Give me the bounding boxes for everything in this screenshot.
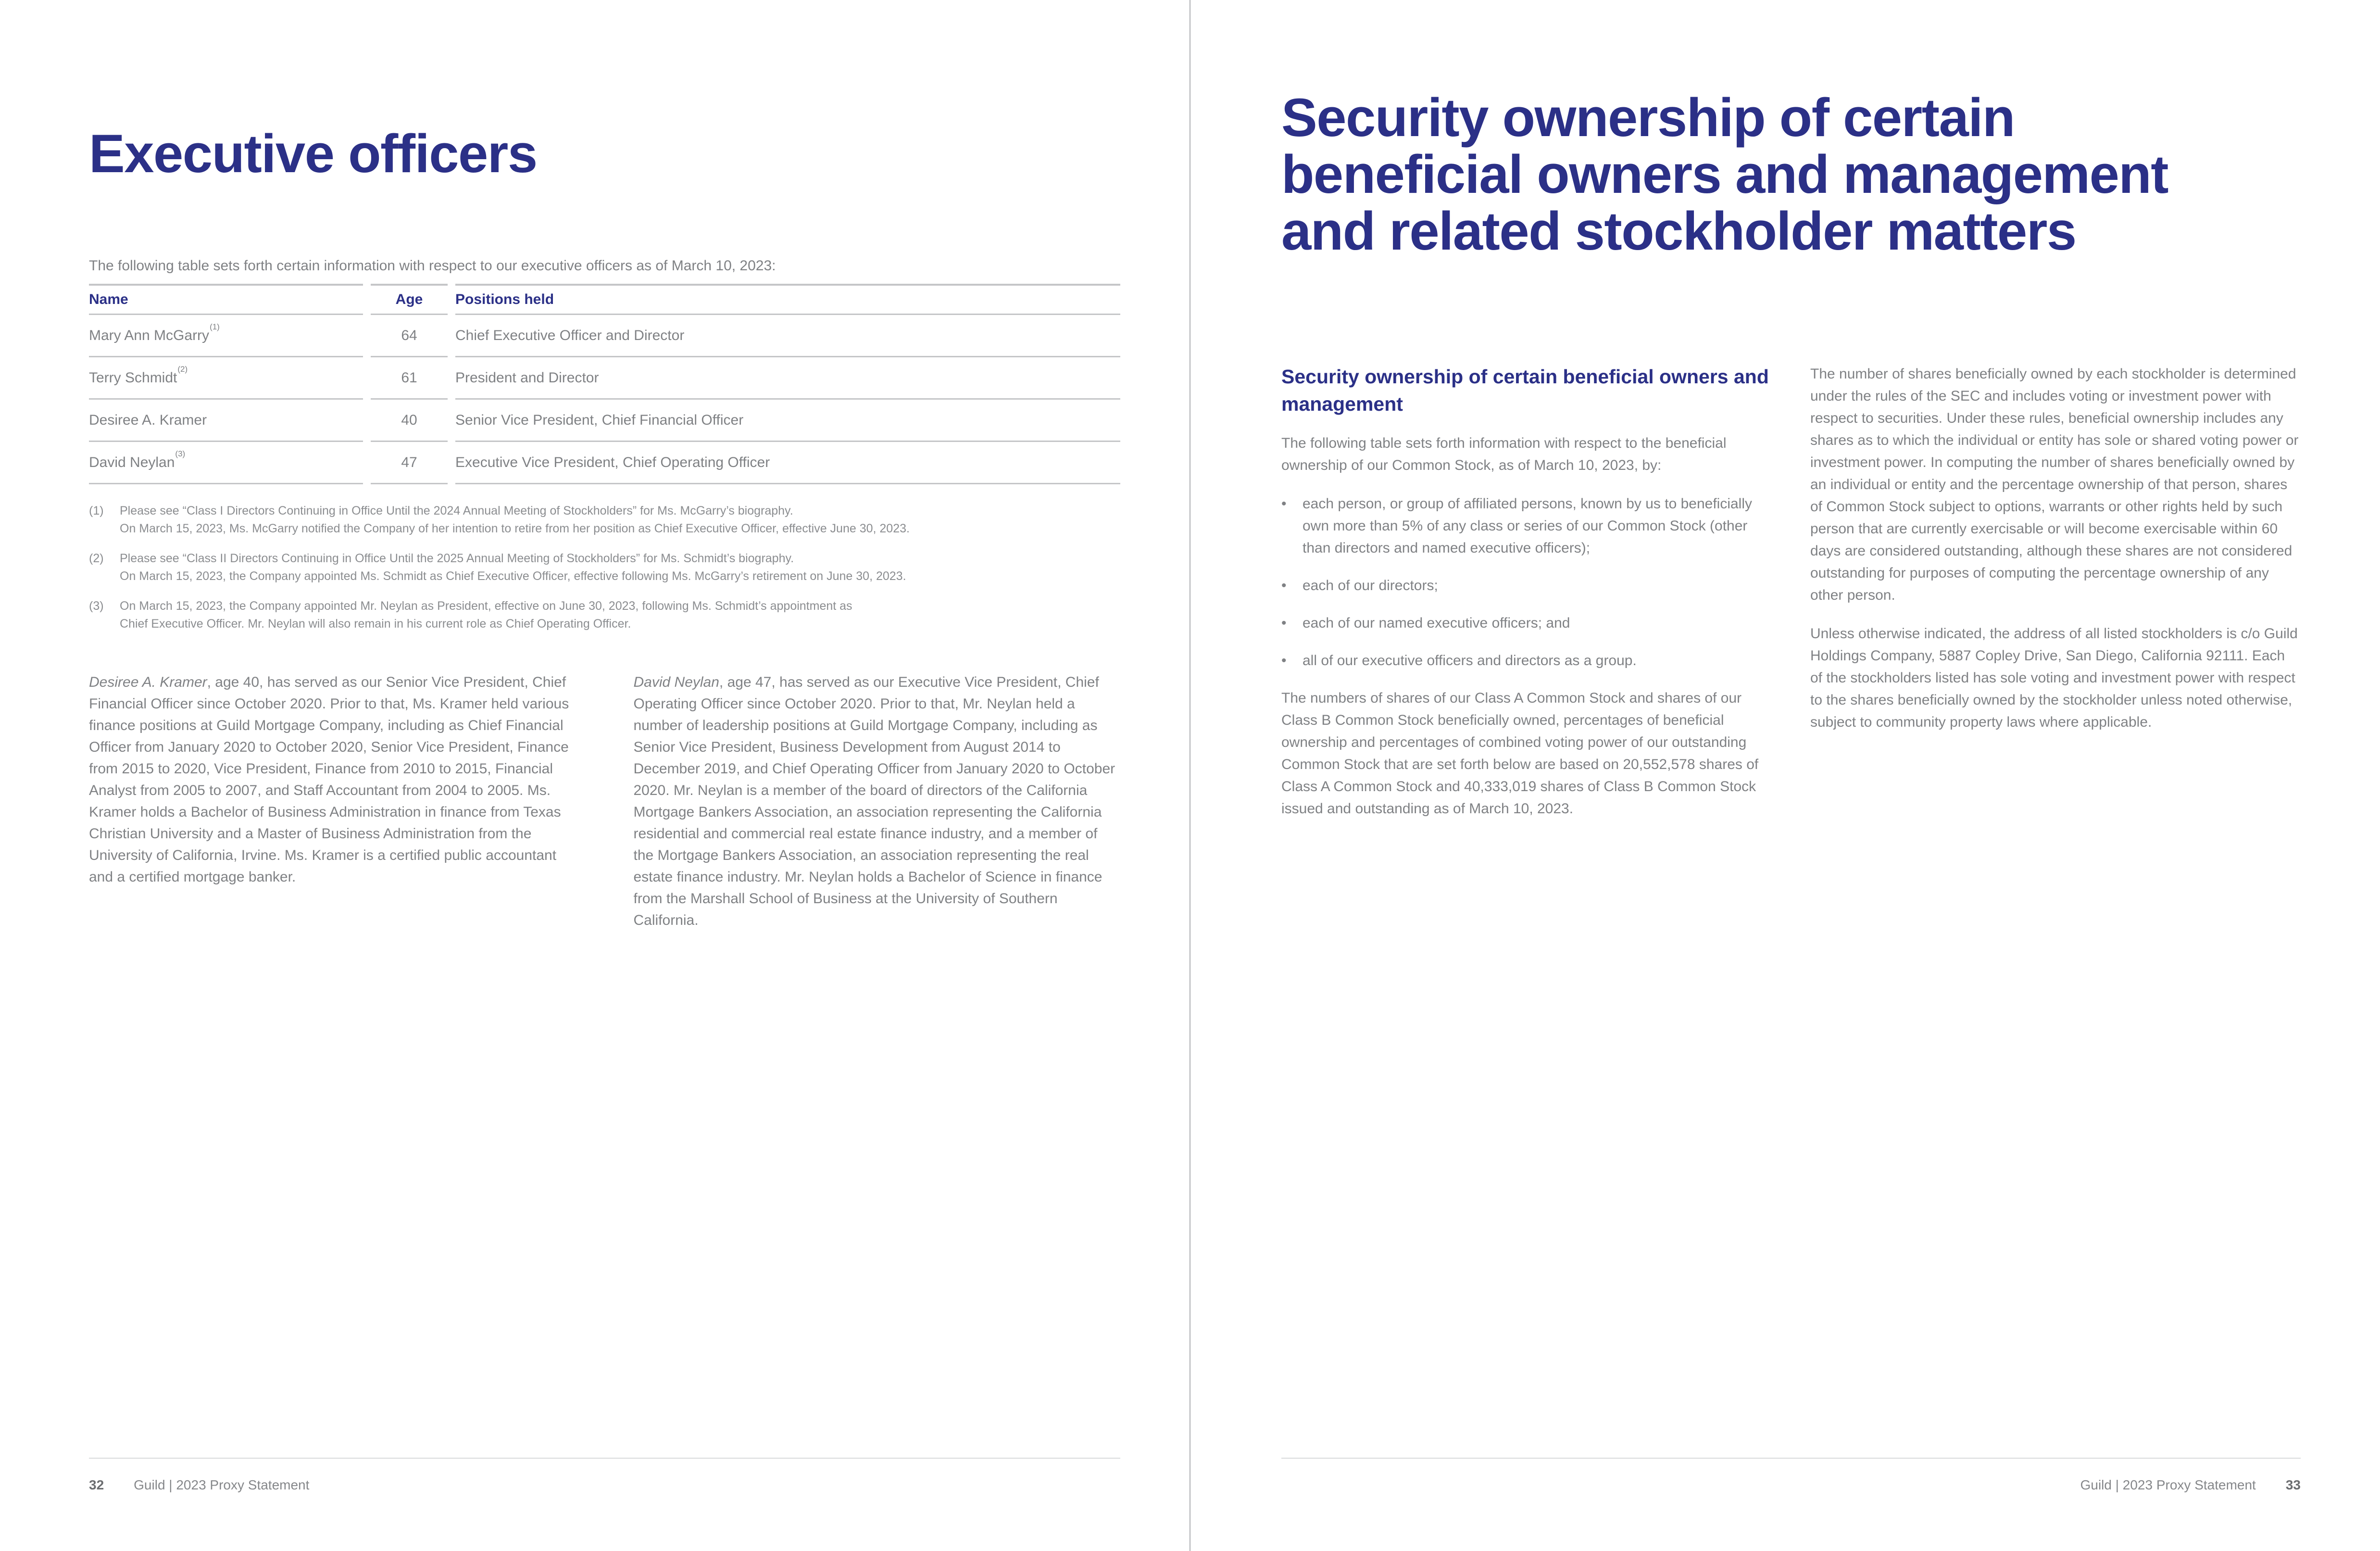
- footnote-text-line: On March 15, 2023, the Company appointed Ms. Schmidt as Chief Executive Officer, effective following Ms. McGarry’s retirement on June 30, 2023.: [120, 569, 906, 583]
- bullet-icon: •: [1281, 615, 1287, 631]
- table-row: [89, 442, 1120, 484]
- bullet-text: each person, or group of affiliated persons, known by us to beneficially own more than 5% of any class or series of our Common Stock (other than directors and named executive officers);: [1303, 496, 1753, 556]
- bullet-item-4: [1281, 650, 1772, 672]
- column-header-name: Name: [89, 284, 363, 315]
- officer-name: [89, 315, 363, 357]
- bullet-icon: •: [1281, 496, 1287, 512]
- col2-paragraph-2: Unless otherwise indicated, the address of all listed stockholders is c/o Guild Holdings Company, 5887 Copley Drive, San Diego, California 92111. Each of the stockholders listed has sole voting and investment power with respect to the shares beneficially owned by the stockholder unless noted otherwise, subject to community property laws where applicable.: [1810, 626, 2298, 730]
- title-line-1: Security ownership of certain: [1281, 88, 2015, 148]
- footnote-text-line: On March 15, 2023, Ms. McGarry notified the Company of her intention to retire from her position as Chief Executive Officer, effective June 30, 2023.: [120, 522, 910, 535]
- bio-name: David Neylan: [633, 674, 719, 690]
- table-row: [89, 400, 1120, 442]
- officer-age: 47: [371, 442, 448, 484]
- bullet-icon: •: [1281, 578, 1287, 593]
- footnote-3: [89, 597, 1127, 633]
- footer-divider: [89, 1458, 1120, 1459]
- footnote-text-line: Please see “Class II Directors Continuing in Office Until the 2025 Annual Meeting of Stockholders” for Ms. Schmidt’s biography.: [120, 552, 794, 565]
- officer-name-text: Desiree A. Kramer: [89, 412, 207, 428]
- table-header-row: [89, 284, 1120, 315]
- officer-position: Senior Vice President, Chief Financial Officer: [455, 400, 1120, 442]
- officer-name-text: Terry Schmidt: [89, 369, 177, 386]
- column-header-age: Age: [371, 284, 448, 315]
- footnote-1: [89, 502, 1127, 538]
- officer-position: Chief Executive Officer and Director: [455, 315, 1120, 357]
- bullet-icon: •: [1281, 653, 1287, 668]
- page-title-security-ownership: [1281, 89, 2168, 260]
- title-line-3: and related stockholder matters: [1281, 201, 2076, 261]
- bullet-item-1: [1281, 493, 1772, 559]
- officer-name: [89, 442, 363, 484]
- col2-paragraph-1: The number of shares beneficially owned by each stockholder is determined under the rules of the SEC and includes voting or investment power with respect to securities. Under these rules, beneficial ownership includes any shares as to which the individual or entity has sole or shared voting power or investment power. In computing the number of shares beneficially owned by an individual or entity and the percentage ownership of that person, shares of Common Stock subject to options, warrants or other rights held by such person that are currently exercisable or will become exercisable within 60 days are considered outstanding, although these shares are not considered outstanding for purposes of computing the percentage ownership of any other person.: [1810, 366, 2299, 603]
- table-footnotes: [89, 502, 1127, 645]
- bio-name: Desiree A. Kramer: [89, 674, 207, 690]
- bullet-text: each of our named executive officers; and: [1303, 615, 1570, 631]
- footnote-ref: (1): [210, 322, 220, 331]
- footnote-marker: (1): [89, 504, 104, 517]
- officer-age: 61: [371, 357, 448, 400]
- bio-david-neylan: [634, 671, 1121, 931]
- col1-paragraph-1: The following table sets forth information with respect to the beneficial ownership of our Common Stock, as of March 10, 2023, by:: [1281, 435, 1727, 473]
- col1-paragraph-2: The numbers of shares of our Class A Common Stock and shares of our Class B Common Stock beneficially owned, percentages of beneficial ownership and percentages of combined voting power of our outstanding Common Stock that are set forth below are based on 20,552,578 shares of Class A Common Stock and 40,333,019 shares of Class B Common Stock issued and outstanding as of March 10, 2023.: [1281, 690, 1759, 817]
- bullet-item-2: [1281, 575, 1772, 597]
- bio-text: , age 40, has served as our Senior Vice President, Chief Financial Officer since October 2020. Prior to that, Ms. Kramer held various finance positions at Guild Mortgage Company, including as Chief Financial Officer from January 2020 to October 2020, Senior Vice President, Finance from 2015 to 2020, Vice President, Finance from 2010 to 2015, Financial Analyst from 2005 to 2007, and Staff Accountant from 2004 to 2005. Ms. Kramer holds a Bachelor of Business Administration in finance from Texas Christian University and a Master of Business Administration from the University of California, Irvine. Ms. Kramer is a certified public accountant and a certified mortgage banker.: [89, 674, 569, 885]
- page-number: 33: [2285, 1477, 2301, 1492]
- table-row: [89, 357, 1120, 400]
- officer-name: [89, 400, 363, 442]
- officer-position: President and Director: [455, 357, 1120, 400]
- footnote-ref: (2): [177, 364, 188, 374]
- footnote-text-line: Please see “Class I Directors Continuing in Office Until the 2024 Annual Meeting of Stockholders” for Ms. McGarry’s biography.: [120, 504, 793, 517]
- footnote-2: [89, 550, 1127, 585]
- two-column-body: [1281, 363, 2301, 836]
- bullet-text: each of our directors;: [1303, 578, 1438, 593]
- page-title-executive-officers: Executive officers: [89, 124, 537, 184]
- page-number: 32: [89, 1477, 104, 1492]
- footnote-text-line: On March 15, 2023, the Company appointed Mr. Neylan as President, effective on June 30, 2023, following Ms. Schmidt’s appointment as: [120, 599, 852, 613]
- column-2: [1810, 363, 2301, 836]
- table-row: [89, 315, 1120, 357]
- bullet-item-3: [1281, 612, 1772, 634]
- footnote-text-line: Chief Executive Officer. Mr. Neylan will also remain in his current role as Chief Operating Officer.: [120, 617, 631, 630]
- section-subheading: Security ownership of certain beneficial owners and management: [1281, 366, 1769, 415]
- officer-age: 40: [371, 400, 448, 442]
- footnote-marker: (2): [89, 552, 104, 565]
- officer-name: [89, 357, 363, 400]
- title-line-2: beneficial owners and management: [1281, 144, 2168, 204]
- column-header-positions-held: Positions held: [455, 284, 1120, 315]
- footer-label: Guild | 2023 Proxy Statement: [134, 1477, 310, 1492]
- executive-officers-table: [81, 284, 1128, 484]
- right-page-footer: [2080, 1477, 2301, 1493]
- column-1: [1281, 363, 1772, 836]
- footnote-ref: (3): [175, 449, 186, 458]
- bullet-list: [1281, 493, 1772, 672]
- bullet-text: all of our executive officers and directors as a group.: [1303, 653, 1637, 668]
- left-page-footer: [89, 1477, 309, 1493]
- table-intro-text: The following table sets forth certain information with respect to our executive officers as of March 10, 2023:: [89, 258, 776, 274]
- officer-name-text: Mary Ann McGarry: [89, 327, 210, 343]
- officer-name-text: David Neylan: [89, 454, 175, 470]
- bio-text: , age 47, has served as our Executive Vice President, Chief Operating Officer since October 2020. Prior to that, Mr. Neylan held a number of leadership positions at Guild Mortgage Company, including as Senior Vice President, Business Development from August 2014 to December 2019, and Chief Operating Officer from January 2020 to October 2020. Mr. Neylan is a member of the board of directors of the California Mortgage Bankers Association, an association representing the California residential and commercial real estate finance industry, and a member of the Mortgage Bankers Association, an association representing the real estate finance industry. Mr. Neylan holds a Bachelor of Science in finance from the Marshall School of Business at the University of Southern California.: [633, 674, 1115, 928]
- right-page: [1190, 0, 2380, 1551]
- footer-label: Guild | 2023 Proxy Statement: [2080, 1477, 2256, 1492]
- officer-biographies: [89, 671, 1120, 931]
- bio-desiree-kramer: [89, 671, 576, 931]
- footer-divider: [1281, 1458, 2301, 1459]
- footnote-marker: (3): [89, 599, 104, 613]
- officer-age: 64: [371, 315, 448, 357]
- officer-position: Executive Vice President, Chief Operating Officer: [455, 442, 1120, 484]
- executive-officers-table-wrap: [81, 284, 1128, 484]
